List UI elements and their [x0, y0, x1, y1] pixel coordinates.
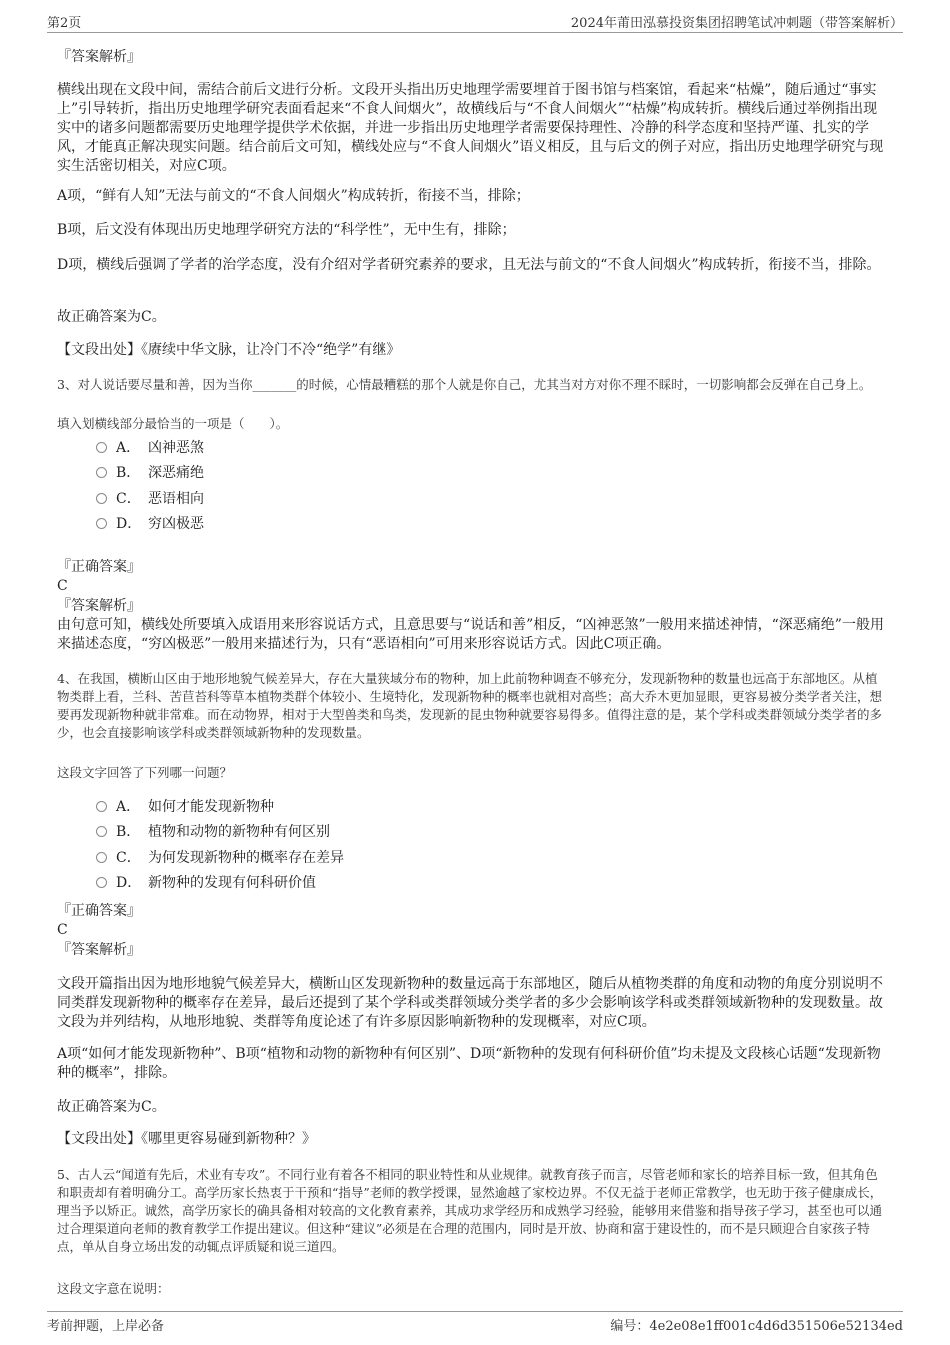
radio-icon[interactable]	[96, 518, 107, 529]
footer-slogan: 考前押题，上岸必备	[47, 1319, 165, 1334]
option-letter: A．	[116, 799, 141, 815]
q4-stem: 4、在我国，横断山区由于地形地貌气候差异大，存在大量狭域分布的物种，加上此前物种调查不够充分，发现新物种的数量也远高于东部地区。从植物类群上看，兰科、苦苣苔科等草本植物类群个体较小、生境特化，发现新物种的概率也就相对高些；高大乔木更加显眼，更容易被分类学者关注，想要再发现新物种就非常难。而在动物界，相对于大型兽类和鸟类，发现新的昆虫物种就要容易得多。值得注意的是，某个学科或类群领域分类学者的多少，也会直接影响该学科或类群领域新物种的发现数量。	[57, 671, 883, 740]
option-text: 穷凶极恶	[148, 516, 204, 532]
q5-stem: 5、古人云“闻道有先后，术业有专攻”。不同行业有着各不相同的职业特性和从业规律。就教育孩子而言，尽管老师和家长的培养目标一致，但其角色和职责却有着明确分工。高学历家长热衷于干预和“指导”老师的教学授课，显然逾越了家校边界。不仅无益于老师正常教学，也无助于孩子健康成长，理当予以矫正。诚然，高学历家长的确具备相对较高的文化教育素养，其成功求学经历和成熟学习经验，能够用来借鉴和指导孩子学习，甚至也可以通过合理渠道向老师的教育教学工作提出建议。但这种“建议”必须是在合理的范围内，同时是开放、协商和富于建设性的，而不是只顾迎合自家孩子特点，单从自身立场出发的动辄点评质疑和说三道四。	[57, 1167, 883, 1254]
q3-prompt: 填入划横线部分最恰当的一项是（ ）。	[57, 416, 289, 431]
q3-analysis-text: 由句意可知，横线处所要填入成语用来形容说话方式，且意思要与“说话和善”相反，“凶神恶煞”一般用来描述神情，“深恶痛绝”一般用来描述态度，“穷凶极恶”一般用来描述行为，只有“恶语相向”可用来形容说话方式。因此C项正确。	[57, 617, 884, 652]
q2-conclusion: 故正确答案为C。	[57, 309, 166, 325]
q2-option-d-note: D项，横线后强调了学者的治学态度，没有介绍对学者研究素养的要求，且无法与前文的“不食人间烟火”构成转折，衔接不当，排除。	[57, 257, 881, 273]
page-footer	[47, 1311, 903, 1334]
page-header	[47, 10, 903, 33]
q4-conclusion: 故正确答案为C。	[57, 1099, 166, 1115]
q3-analysis-tag: 『答案解析』	[57, 598, 141, 614]
q4-option-b[interactable]	[96, 822, 330, 842]
option-text: 为何发现新物种的概率存在差异	[148, 850, 344, 866]
document-title: 2024年莆田泓慕投资集团招聘笔试冲刺题（带答案解析）	[570, 16, 903, 31]
option-letter: D．	[116, 516, 142, 532]
option-text: 新物种的发现有何科研价值	[148, 875, 316, 891]
q2-analysis-tag: 『答案解析』	[57, 49, 141, 65]
q3-correct-tag: 『正确答案』	[57, 559, 141, 575]
q4-option-c[interactable]	[96, 848, 344, 868]
q4-analysis-tag: 『答案解析』	[57, 942, 141, 958]
option-letter: C．	[116, 850, 141, 866]
option-letter: A．	[116, 440, 141, 456]
q4-correct-tag: 『正确答案』	[57, 903, 141, 919]
q3-correct-answer: C	[57, 578, 68, 594]
q4-analysis-text: 文段开篇指出因为地形地貌气候差异大，横断山区发现新物种的数量远高于东部地区，随后从植物类群的角度和动物的角度分别说明不同类群发现新物种的概率存在差异，最后还提到了某个学科或类群领域分类学者的多少会影响该学科或类群领域新物种的发现数量。故文段为并列结构，从地形地貌、类群等角度论述了有许多原因影响新物种的发现概率，对应C项。	[57, 976, 883, 1030]
q2-source: 【文段出处】《赓续中华文脉，让冷门不冷“绝学”有继》	[57, 342, 401, 358]
q2-analysis-text: 横线出现在文段中间，需结合前后文进行分析。文段开头指出历史地理学需要埋首于图书馆与档案馆，看起来“枯燥”，随后通过“事实上”引导转折，指出历史地理学研究表面看起来“不食人间烟火”，故横线后与“不食人间烟火”“枯燥”构成转折。横线后通过举例指出现实中的诸多问题都需要历史地理学提供学术依据，并进一步指出历史地理学者需要保持理性、冷静的科学态度和坚持严谨、扎实的学风，才能真正解决现实问题。结合前后文可知，横线处应与“不食人间烟火”语义相反，且与后文的例子对应，指出历史地理学研究与现实生活密切相关，对应C项。	[57, 82, 884, 174]
q4-prompt: 这段文字回答了下列哪一问题？	[57, 765, 233, 780]
option-letter: B．	[116, 465, 141, 481]
radio-icon[interactable]	[96, 852, 107, 863]
q4-correct-answer: C	[57, 922, 68, 938]
q2-option-b-note: B项，后文没有体现出历史地理学研究方法的“科学性”，无中生有，排除；	[57, 222, 516, 238]
option-text: 恶语相向	[148, 491, 204, 507]
q4-option-a[interactable]	[96, 797, 274, 817]
radio-icon[interactable]	[96, 801, 107, 812]
option-letter: B．	[116, 824, 141, 840]
option-letter: D．	[116, 875, 142, 891]
code-label: 编号：	[610, 1319, 650, 1334]
radio-icon[interactable]	[96, 467, 107, 478]
option-text: 深恶痛绝	[148, 465, 204, 481]
radio-icon[interactable]	[96, 826, 107, 837]
q4-source: 【文段出处】《哪里更容易碰到新物种？》	[57, 1131, 316, 1147]
page-number: 第2页	[47, 16, 82, 31]
option-letter: C．	[116, 491, 141, 507]
q2-option-a-note: A项，“鲜有人知”无法与前文的“不食人间烟火”构成转折，衔接不当，排除；	[57, 188, 530, 204]
document-code	[610, 1315, 903, 1334]
option-text: 如何才能发现新物种	[148, 799, 274, 815]
radio-icon[interactable]	[96, 493, 107, 504]
q3-stem: 3、对人说话要尽量和善，因为当你_______的时候，心情最糟糕的那个人就是你自己，尤其当对方对你不理不睬时，一切影响都会反弹在自己身上。	[57, 377, 872, 392]
radio-icon[interactable]	[96, 877, 107, 888]
q3-option-b[interactable]	[96, 463, 204, 483]
q4-option-d[interactable]	[96, 873, 316, 893]
radio-icon[interactable]	[96, 442, 107, 453]
code-value: 4e2e08e1ff001c4d6d351506e52134ed	[649, 1319, 903, 1334]
q3-option-a[interactable]	[96, 438, 204, 458]
option-text: 凶神恶煞	[148, 440, 204, 456]
option-text: 植物和动物的新物种有何区别	[148, 824, 330, 840]
q3-option-c[interactable]	[96, 489, 204, 509]
q3-option-d[interactable]	[96, 514, 204, 534]
q5-prompt: 这段文字意在说明：	[57, 1281, 170, 1296]
q4-other-options-note: A项“如何才能发现新物种”、B项“植物和动物的新物种有何区别”、D项“新物种的发现有何科研价值”均未提及文段核心话题“发现新物种的概率”，排除。	[57, 1046, 881, 1081]
